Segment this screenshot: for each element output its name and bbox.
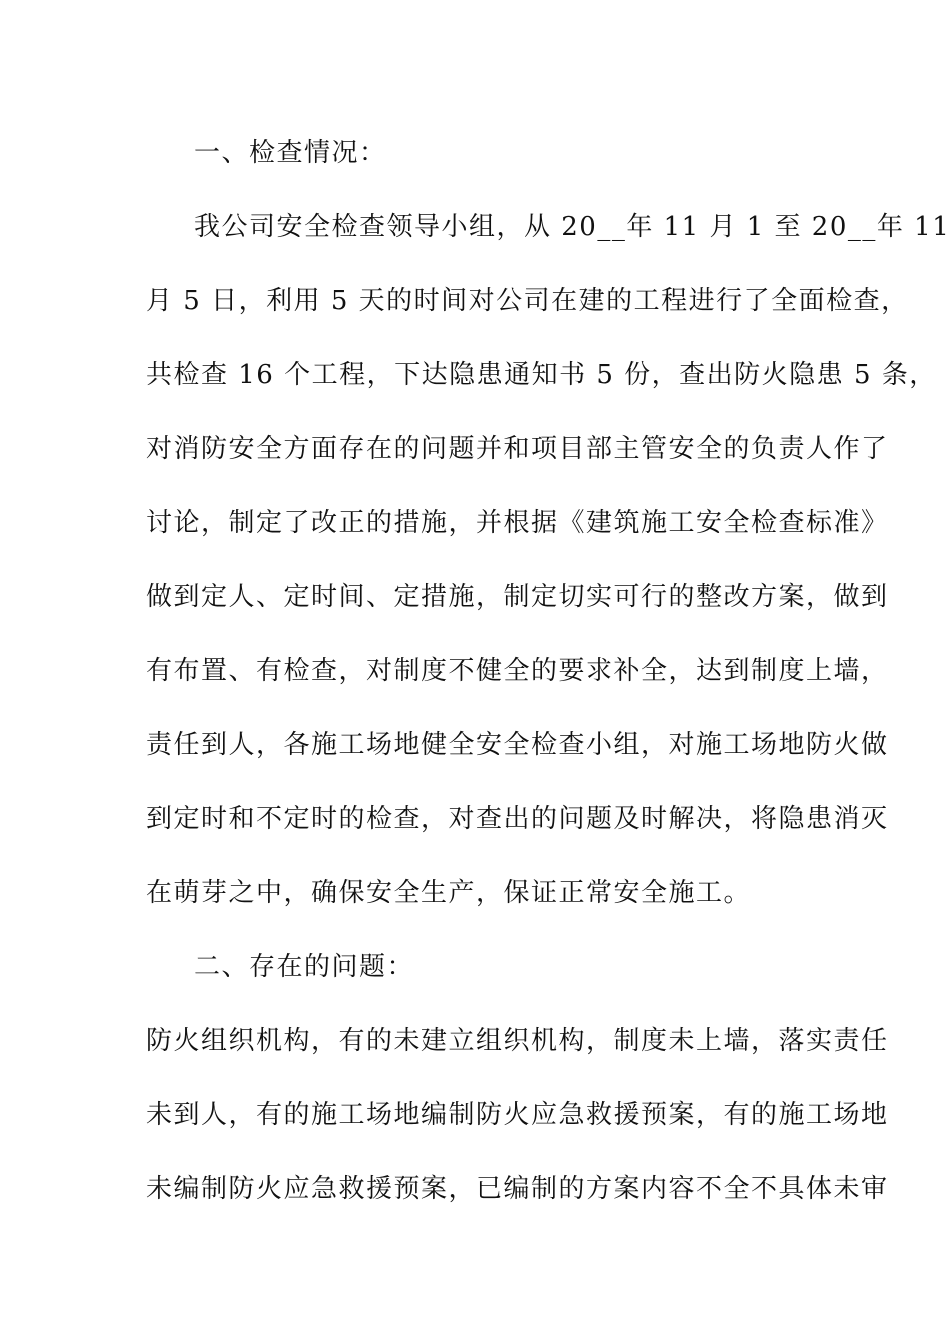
- paragraph-line: 有布置、有检查，对制度不健全的要求补全，达到制度上墙，: [146, 656, 889, 686]
- paragraph-line: 到定时和不定时的检查，对查出的问题及时解决，将隐患消灭: [146, 804, 889, 834]
- paragraph-line: 月 5 日，利用 5 天的时间对公司在建的工程进行了全面检查，: [146, 286, 909, 316]
- paragraph-line: 未编制防火应急救援预案，已编制的方案内容不全不具体未审: [146, 1174, 889, 1204]
- paragraph-line: 共检查 16 个工程，下达隐患通知书 5 份，查出防火隐患 5 条，: [146, 360, 937, 390]
- paragraph-line: 防火组织机构，有的未建立组织机构，制度未上墙，落实责任: [146, 1026, 889, 1056]
- paragraph-line: 讨论，制定了改正的措施，并根据《建筑施工安全检查标准》: [146, 508, 889, 538]
- paragraph-line: 责任到人，各施工场地健全安全检查小组，对施工场地防火做: [146, 730, 889, 760]
- paragraph-line: 做到定人、定时间、定措施，制定切实可行的整改方案，做到: [146, 582, 889, 612]
- paragraph-line: 对消防安全方面存在的问题并和项目部主管安全的负责人作了: [146, 434, 889, 464]
- paragraph-line: 未到人，有的施工场地编制防火应急救援预案，有的施工场地: [146, 1100, 889, 1130]
- section-heading-inspection: 一、检查情况：: [194, 138, 387, 168]
- paragraph-line: 在萌芽之中，确保安全生产，保证正常安全施工。: [146, 878, 752, 908]
- section-heading-problems: 二、存在的问题：: [194, 952, 415, 982]
- paragraph-line: 我公司安全检查领导小组，从 20__年 11 月 1 至 20__年 11: [194, 212, 950, 242]
